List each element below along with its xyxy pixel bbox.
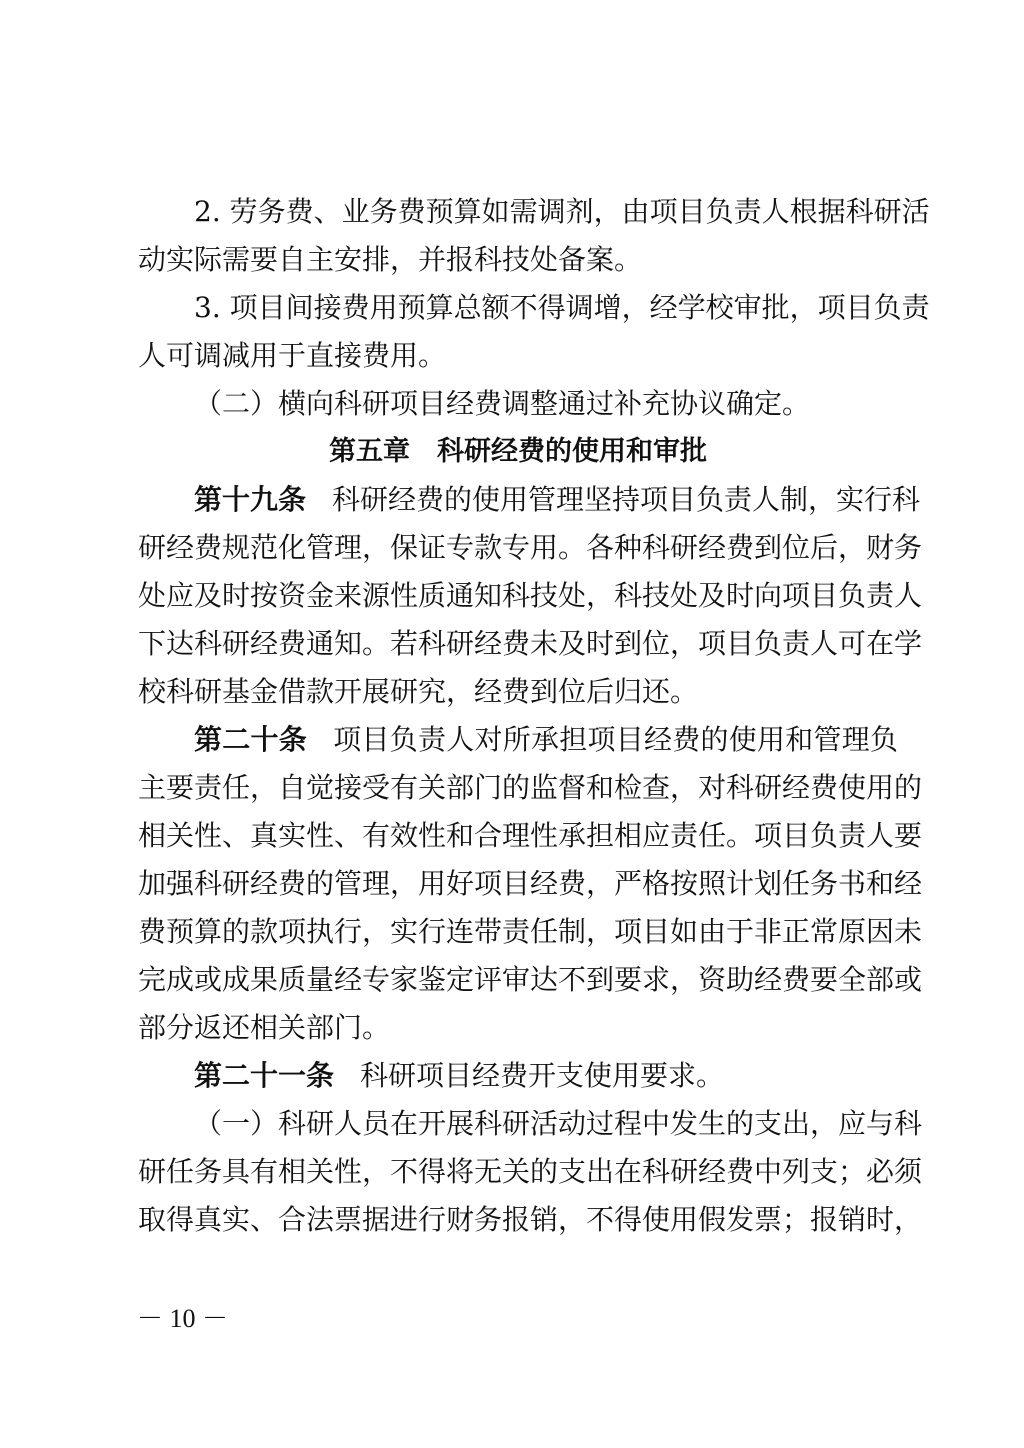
paragraph-line: 下达科研经费通知。若科研经费未及时到位，项目负责人可在学 <box>138 627 923 660</box>
paragraph-line: 取得真实、合法票据进行财务报销，不得使用假发票；报销时， <box>138 1203 923 1236</box>
page-number: － 10 － <box>137 1304 229 1333</box>
article-label: 第二十条 <box>194 723 307 756</box>
article-20-first-line <box>138 716 898 764</box>
article-label: 第二十一条 <box>194 1059 335 1092</box>
paragraph-line: 相关性、真实性、有效性和合理性承担相应责任。项目负责人要 <box>138 819 923 852</box>
article-label: 第十九条 <box>194 483 307 516</box>
paragraph-line: 主要责任，自觉接受有关部门的监督和检查，对科研经费使用的 <box>138 771 923 804</box>
document-body <box>138 188 930 1244</box>
paragraph-line: 2. 劳务费、业务费预算如需调剂，由项目负责人根据科研活 <box>194 195 930 228</box>
article-text: 科研经费的使用管理坚持项目负责人制，实行科 <box>332 483 921 516</box>
paragraph-line: 人可调减用于直接费用。 <box>138 339 447 372</box>
article-21-first-line <box>138 1052 898 1100</box>
paragraph-line: 处应及时按资金来源性质通知科技处，科技处及时向项目负责人 <box>138 579 923 612</box>
paragraph-line: 校科研基金借款开展研究，经费到位后归还。 <box>138 675 699 708</box>
paragraph-line: 研任务具有相关性，不得将无关的支出在科研经费中列支；必须 <box>138 1155 923 1188</box>
paragraph-line: 加强科研经费的管理，用好项目经费，严格按照计划任务书和经 <box>138 867 923 900</box>
paragraph-line: 部分返还相关部门。 <box>138 1011 391 1044</box>
paragraph-line: 3. 项目间接费用预算总额不得调增，经学校审批，项目负责 <box>194 291 930 324</box>
paragraph-line: 费预算的款项执行，实行连带责任制，项目如由于非正常原因未 <box>138 915 923 948</box>
paragraph-line: 动实际需要自主安排，并报科技处备案。 <box>138 243 643 276</box>
article-text: 项目负责人对所承担项目经费的使用和管理负 <box>333 723 898 756</box>
paragraph-line: 研经费规范化管理，保证专款专用。各种科研经费到位后，财务 <box>138 531 923 564</box>
article-text: 科研项目经费开支使用要求。 <box>360 1059 725 1092</box>
article-19-first-line <box>138 476 921 524</box>
paragraph-line: 完成或成果质量经专家鉴定评审达不到要求，资助经费要全部或 <box>138 963 923 996</box>
paragraph-line: （二）横向科研项目经费调整通过补充协议确定。 <box>194 387 811 420</box>
chapter-title: 第五章 科研经费的使用和审批 <box>329 436 707 467</box>
paragraph-line: （一）科研人员在开展科研活动过程中发生的支出，应与科 <box>194 1107 923 1140</box>
